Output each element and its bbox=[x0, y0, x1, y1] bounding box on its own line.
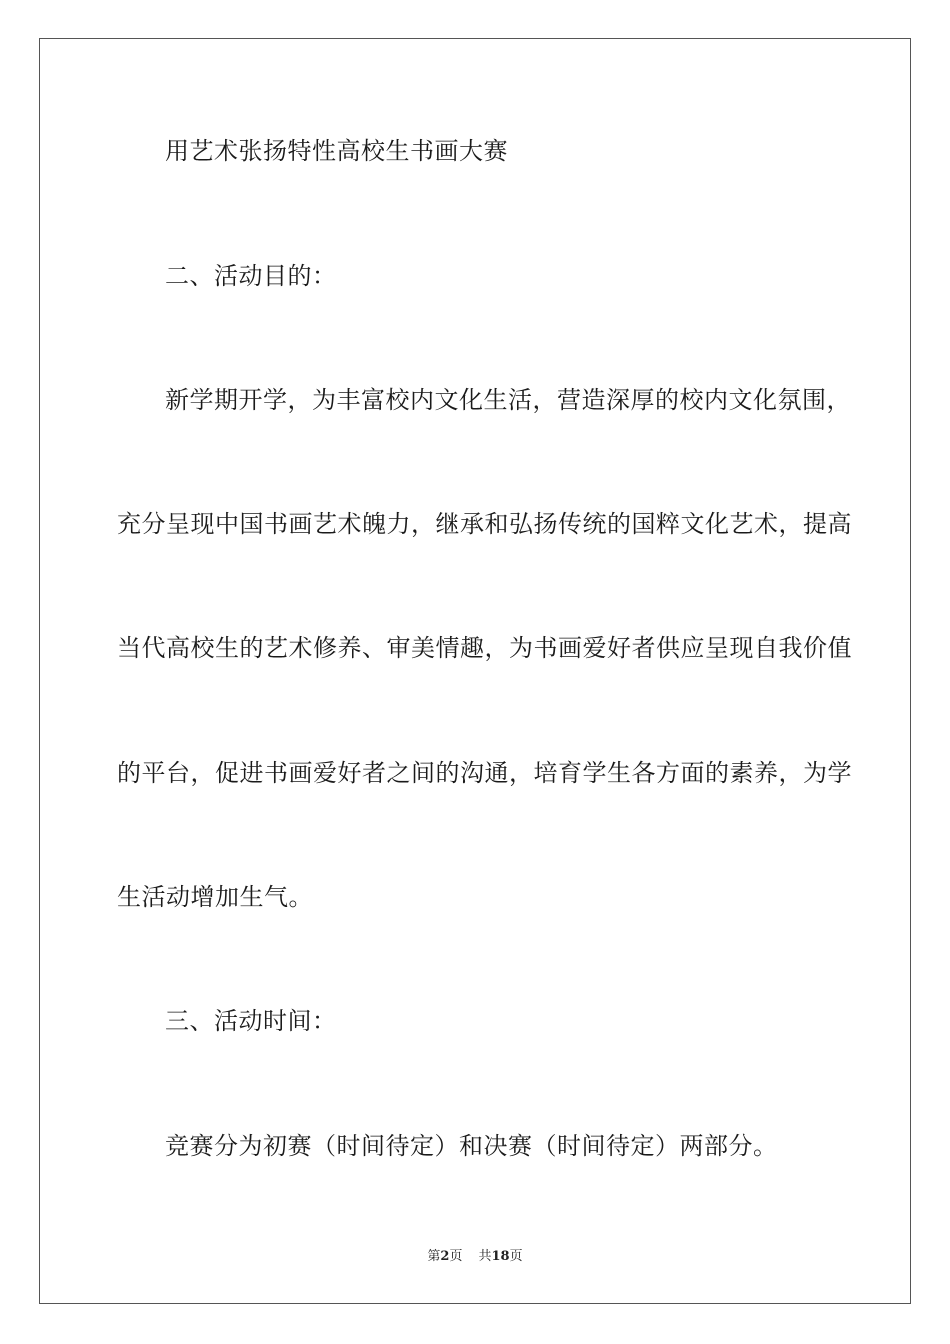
time-paragraph-line-1: 竞赛分为初赛（时间待定）和决赛（时间待定）两部分。 bbox=[165, 1132, 778, 1160]
purpose-paragraph-line-1: 新学期开学，为丰富校内文化生活，营造深厚的校内文化氛围， bbox=[165, 386, 851, 414]
total-suffix: 页 bbox=[509, 1249, 523, 1264]
total-prefix: 共 bbox=[478, 1249, 492, 1264]
page-border bbox=[39, 38, 911, 1304]
purpose-paragraph-line-4: 的平台，促进书画爱好者之间的沟通，培育学生各方面的素养，为学 bbox=[117, 759, 852, 787]
total-pages-number: 18 bbox=[491, 1249, 510, 1264]
purpose-paragraph-line-2: 充分呈现中国书画艺术魄力，继承和弘扬传统的国粹文化艺术，提高 bbox=[117, 510, 852, 538]
page-prefix: 第 bbox=[427, 1249, 441, 1264]
section-heading-purpose: 二、活动目的： bbox=[165, 262, 337, 290]
purpose-paragraph-line-3: 当代高校生的艺术修养、审美情趣，为书画爱好者供应呈现自我价值 bbox=[117, 634, 852, 662]
page-suffix: 页 bbox=[449, 1249, 463, 1264]
section-heading-time: 三、活动时间： bbox=[165, 1007, 337, 1035]
page-footer bbox=[0, 1248, 950, 1266]
event-title-line: 用艺术张扬特性高校生书画大赛 bbox=[165, 137, 508, 165]
current-page-number: 2 bbox=[440, 1249, 450, 1264]
purpose-paragraph-line-5: 生活动增加生气。 bbox=[117, 883, 313, 911]
